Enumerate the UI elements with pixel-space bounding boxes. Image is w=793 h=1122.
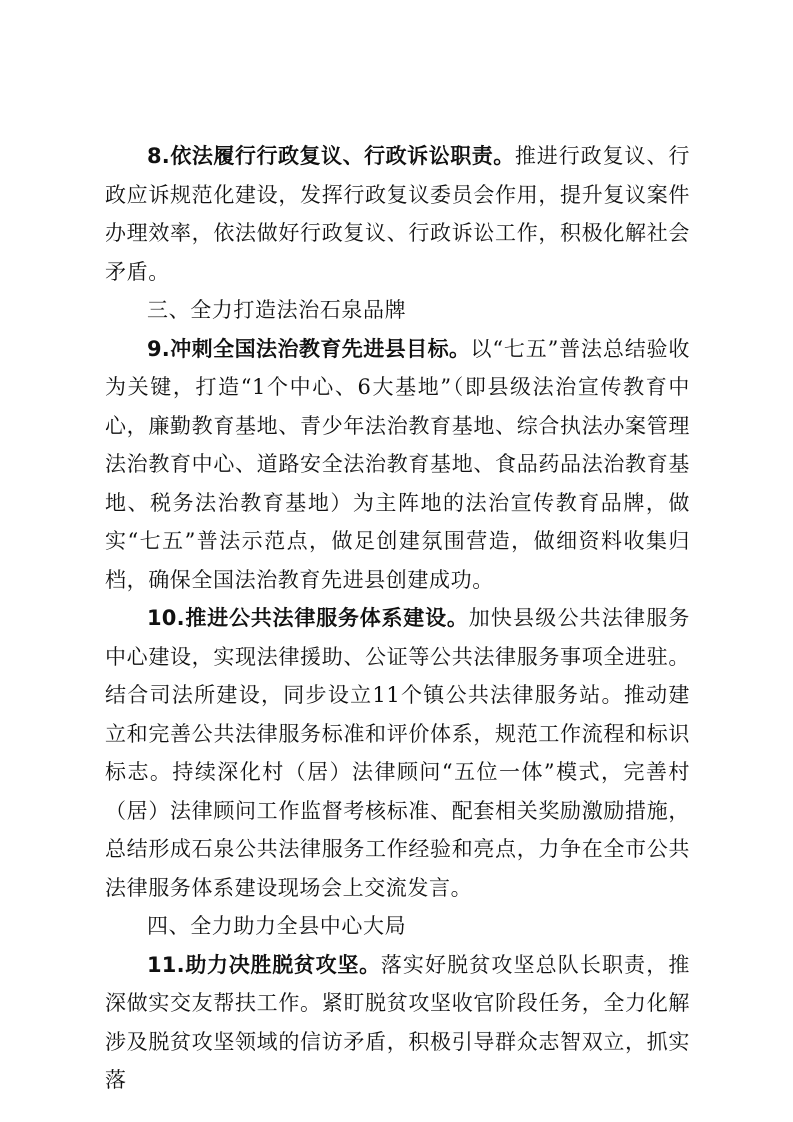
item-8-body: 推进行政复议、行政应诉规范化建设，发挥行政复议委员会作用，提升复议案件办理效率，依法做好行政复议、行政诉讼工作，积极化解社会矛盾。 <box>105 144 690 284</box>
item-9-lead: 9.冲刺全国法治教育先进县目标。 <box>147 336 471 361</box>
item-9-body: 以“七五”普法总结验收为关键，打造“1个中心、6大基地”（即县级法治宣传教育中心，廉勤教育基地、青少年法治教育基地、综合执法办案管理法治教育中心、道路安全法治教育基地、食品药品法治教育基地、税务法治教育基地）为主阵地的法治宣传教育品牌，做实“七五”普法示范点，做足创建氛围营造，做细资料收集归档，确保全国法治教育先进县创建成功。 <box>105 336 690 592</box>
paragraph-item-8 <box>105 137 690 291</box>
paragraph-item-11 <box>105 946 690 1100</box>
paragraph-item-9 <box>105 330 690 600</box>
item-11-body: 落实好脱贫攻坚总队长职责，推深做实交友帮扶工作。紧盯脱贫攻坚收官阶段任务，全力化解涉及脱贫攻坚领域的信访矛盾，积极引导群众志智双立，抓实落 <box>105 952 690 1092</box>
section-heading-4: 四、全力助力全县中心大局 <box>147 914 407 938</box>
item-10-lead: 10.推进公共法律服务体系建设。 <box>147 606 469 630</box>
item-10-body: 加快县级公共法律服务中心建设，实现法律援助、公证等公共法律服务事项全进驻。结合司法所建设，同步设立11个镇公共法律服务站。推动建立和完善公共法律服务标准和评价体系，规范工作流程和标识标志。持续深化村（居）法律顾问“五位一体”模式，完善村（居）法律顾问工作监督考核标准、配套相关奖励激励措施，总结形成石泉公共法律服务工作经验和亮点，力争在全市公共法律服务体系建设现场会上交流发言。 <box>105 606 691 900</box>
paragraph-item-10 <box>105 599 690 907</box>
item-11-lead: 11.助力决胜脱贫攻坚。 <box>147 952 381 977</box>
item-8-lead: 8.依法履行行政复议、行政诉讼职责。 <box>147 144 515 168</box>
document-body <box>105 137 690 1100</box>
section-heading-3: 三、全力打造法治石泉品牌 <box>147 298 407 322</box>
